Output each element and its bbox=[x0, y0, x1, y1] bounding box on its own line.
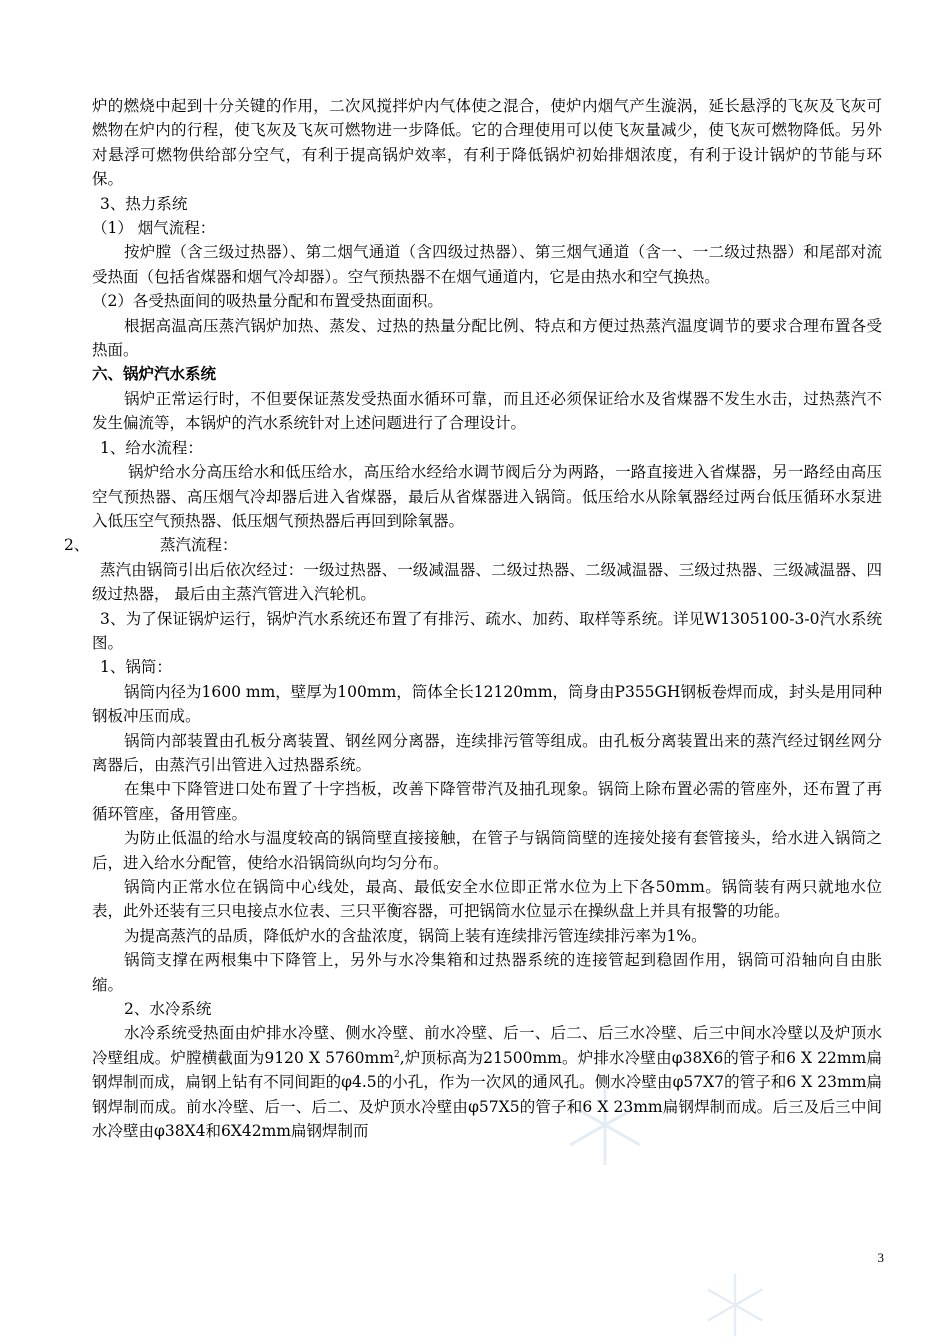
section-heading: 2、水冷系统 bbox=[124, 1000, 212, 1019]
snowflake-watermark-icon bbox=[700, 1270, 770, 1340]
page-number: 3 bbox=[877, 1250, 884, 1265]
subsection-heading: （1） 烟气流程： bbox=[92, 219, 216, 238]
paragraph: 根据高温高压蒸汽锅炉加热、蒸发、过热的热量分配比例、特点和方便过热蒸汽温度调节的要求合理布置各受热面。 bbox=[92, 316, 882, 360]
list-heading-text: 蒸汽流程： bbox=[160, 536, 238, 555]
paragraph bbox=[92, 1021, 882, 1143]
paragraph: 锅筒内部装置由孔板分离装置、钢丝网分离器，连续排污管等组成。由孔板分离装置出来的蒸汽经过钢丝网分离器后，由蒸汽引出管进入过热器系统。 bbox=[92, 731, 882, 774]
paragraph: 按炉膛（含三级过热器）、第二烟气通道（含四级过热器）、第三烟气通道（含一、一二级过热器）和尾部对流受热面（包括省煤器和烟气冷却器）。空气预热器不在烟气通道内，它是由热水和空气换热。 bbox=[92, 243, 882, 286]
superscript: 2 bbox=[393, 1049, 400, 1060]
paragraph: 锅筒支撑在两根集中下降管上，另外与水冷集箱和过热器系统的连接管起到稳固作用，锅筒可沿轴向自由胀缩。 bbox=[92, 951, 882, 994]
subsection-heading: （2）各受热面间的吸热量分配和布置受热面面积。 bbox=[92, 292, 443, 311]
list-number: 2、 bbox=[64, 536, 90, 555]
paragraph-text: ,炉顶标高为21500mm。炉排水冷壁由φ38X6的管子和6 X 22mm扁钢焊制而成，扁钢上钻有不同间距的φ4.5的小孔，作为一次风的通风孔。侧水冷壁由φ57X7的管子和6 X 23mm扁钢焊制而成。前水冷壁、后一、后二、及炉顶水冷壁由φ57X5的管子和6 X 23mm扁钢焊制而成。后三及后三中间水冷壁由φ38X4和6X42mm扁钢焊制而 bbox=[92, 1048, 882, 1141]
paragraph: 锅炉给水分高压给水和低压给水，高压给水经给水调节阀后分为两路，一路直接进入省煤器，另一路经由高压空气预热器、高压烟气冷却器后进入省煤器，最后从省煤器进入锅筒。低压给水从除氧器经过两台低压循环水泵进入低压空气预热器、低压烟气预热器后再回到除氧器。 bbox=[92, 463, 882, 530]
paragraph: 为防止低温的给水与温度较高的锅筒壁直接接触，在管子与锅筒筒壁的连接处接有套管接头，给水进入锅筒之后，进入给水分配管，使给水沿锅筒纵向均匀分布。 bbox=[92, 829, 882, 872]
paragraph: 3、为了保证锅炉运行，锅炉汽水系统还布置了有排污、疏水、加药、取样等系统。详见W1305100-3-0汽水系统图。 bbox=[92, 609, 882, 652]
paragraph-text: 水冷系统受热面由炉排水冷壁、侧水冷壁、前水冷壁、后一、后二、后三水冷壁、后三中间水冷壁以及炉顶水冷壁组成。炉膛横截面为9120 X 5760mm bbox=[92, 1024, 882, 1067]
numbered-heading bbox=[64, 533, 882, 557]
paragraph: 炉的燃烧中起到十分关键的作用，二次风搅拌炉内气体使之混合，使炉内烟气产生漩涡，延长悬浮的飞灰及飞灰可燃物在炉内的行程，使飞灰及飞灰可燃物进一步降低。它的合理使用可以使飞灰量减少，使飞灰可燃物降低。另外对悬浮可燃物供给部分空气，有利于提高锅炉效率，有利于降低锅炉初始排烟浓度，有利于设计锅炉的节能与环保。 bbox=[92, 97, 882, 189]
paragraph: 为提高蒸汽的品质，降低炉水的含盐浓度，锅筒上装有连续排污管连续排污率为1%。 bbox=[124, 926, 707, 945]
section-heading: 1、锅筒： bbox=[100, 658, 172, 677]
paragraph: 锅筒内正常水位在锅筒中心线处，最高、最低安全水位即正常水位为上下各50mm。锅筒装有两只就地水位表，此外还装有三只电接点水位表、三只平衡容器，可把锅筒水位显示在操纵盘上并具有报警的功能。 bbox=[92, 878, 882, 921]
section-heading: 1、给水流程： bbox=[100, 438, 203, 457]
chapter-heading: 六、锅炉汽水系统 bbox=[92, 364, 217, 384]
document-body bbox=[64, 94, 882, 1143]
paragraph: 在集中下降管进口处布置了十字挡板，改善下降管带汽及抽孔现象。锅筒上除布置必需的管座外，还布置了再循环管座，备用管座。 bbox=[92, 780, 882, 823]
paragraph: 锅炉正常运行时，不但要保证蒸发受热面水循环可靠，而且还必须保证给水及省煤器不发生水击，过热蒸汽不发生偏流等，本锅炉的汽水系统针对上述问题进行了合理设计。 bbox=[92, 389, 882, 433]
paragraph: 锅筒内径为1600 mm，壁厚为100mm，筒体全长12120mm，筒身由P355GH钢板卷焊而成，封头是用同种钢板冲压而成。 bbox=[92, 682, 882, 726]
paragraph: 蒸汽由锅筒引出后依次经过：一级过热器、一级减温器、二级过热器、二级减温器、三级过热器、三级减温器、四级过热器， 最后由主蒸汽管进入汽轮机。 bbox=[92, 560, 882, 604]
section-heading: 3、热力系统 bbox=[100, 194, 188, 213]
